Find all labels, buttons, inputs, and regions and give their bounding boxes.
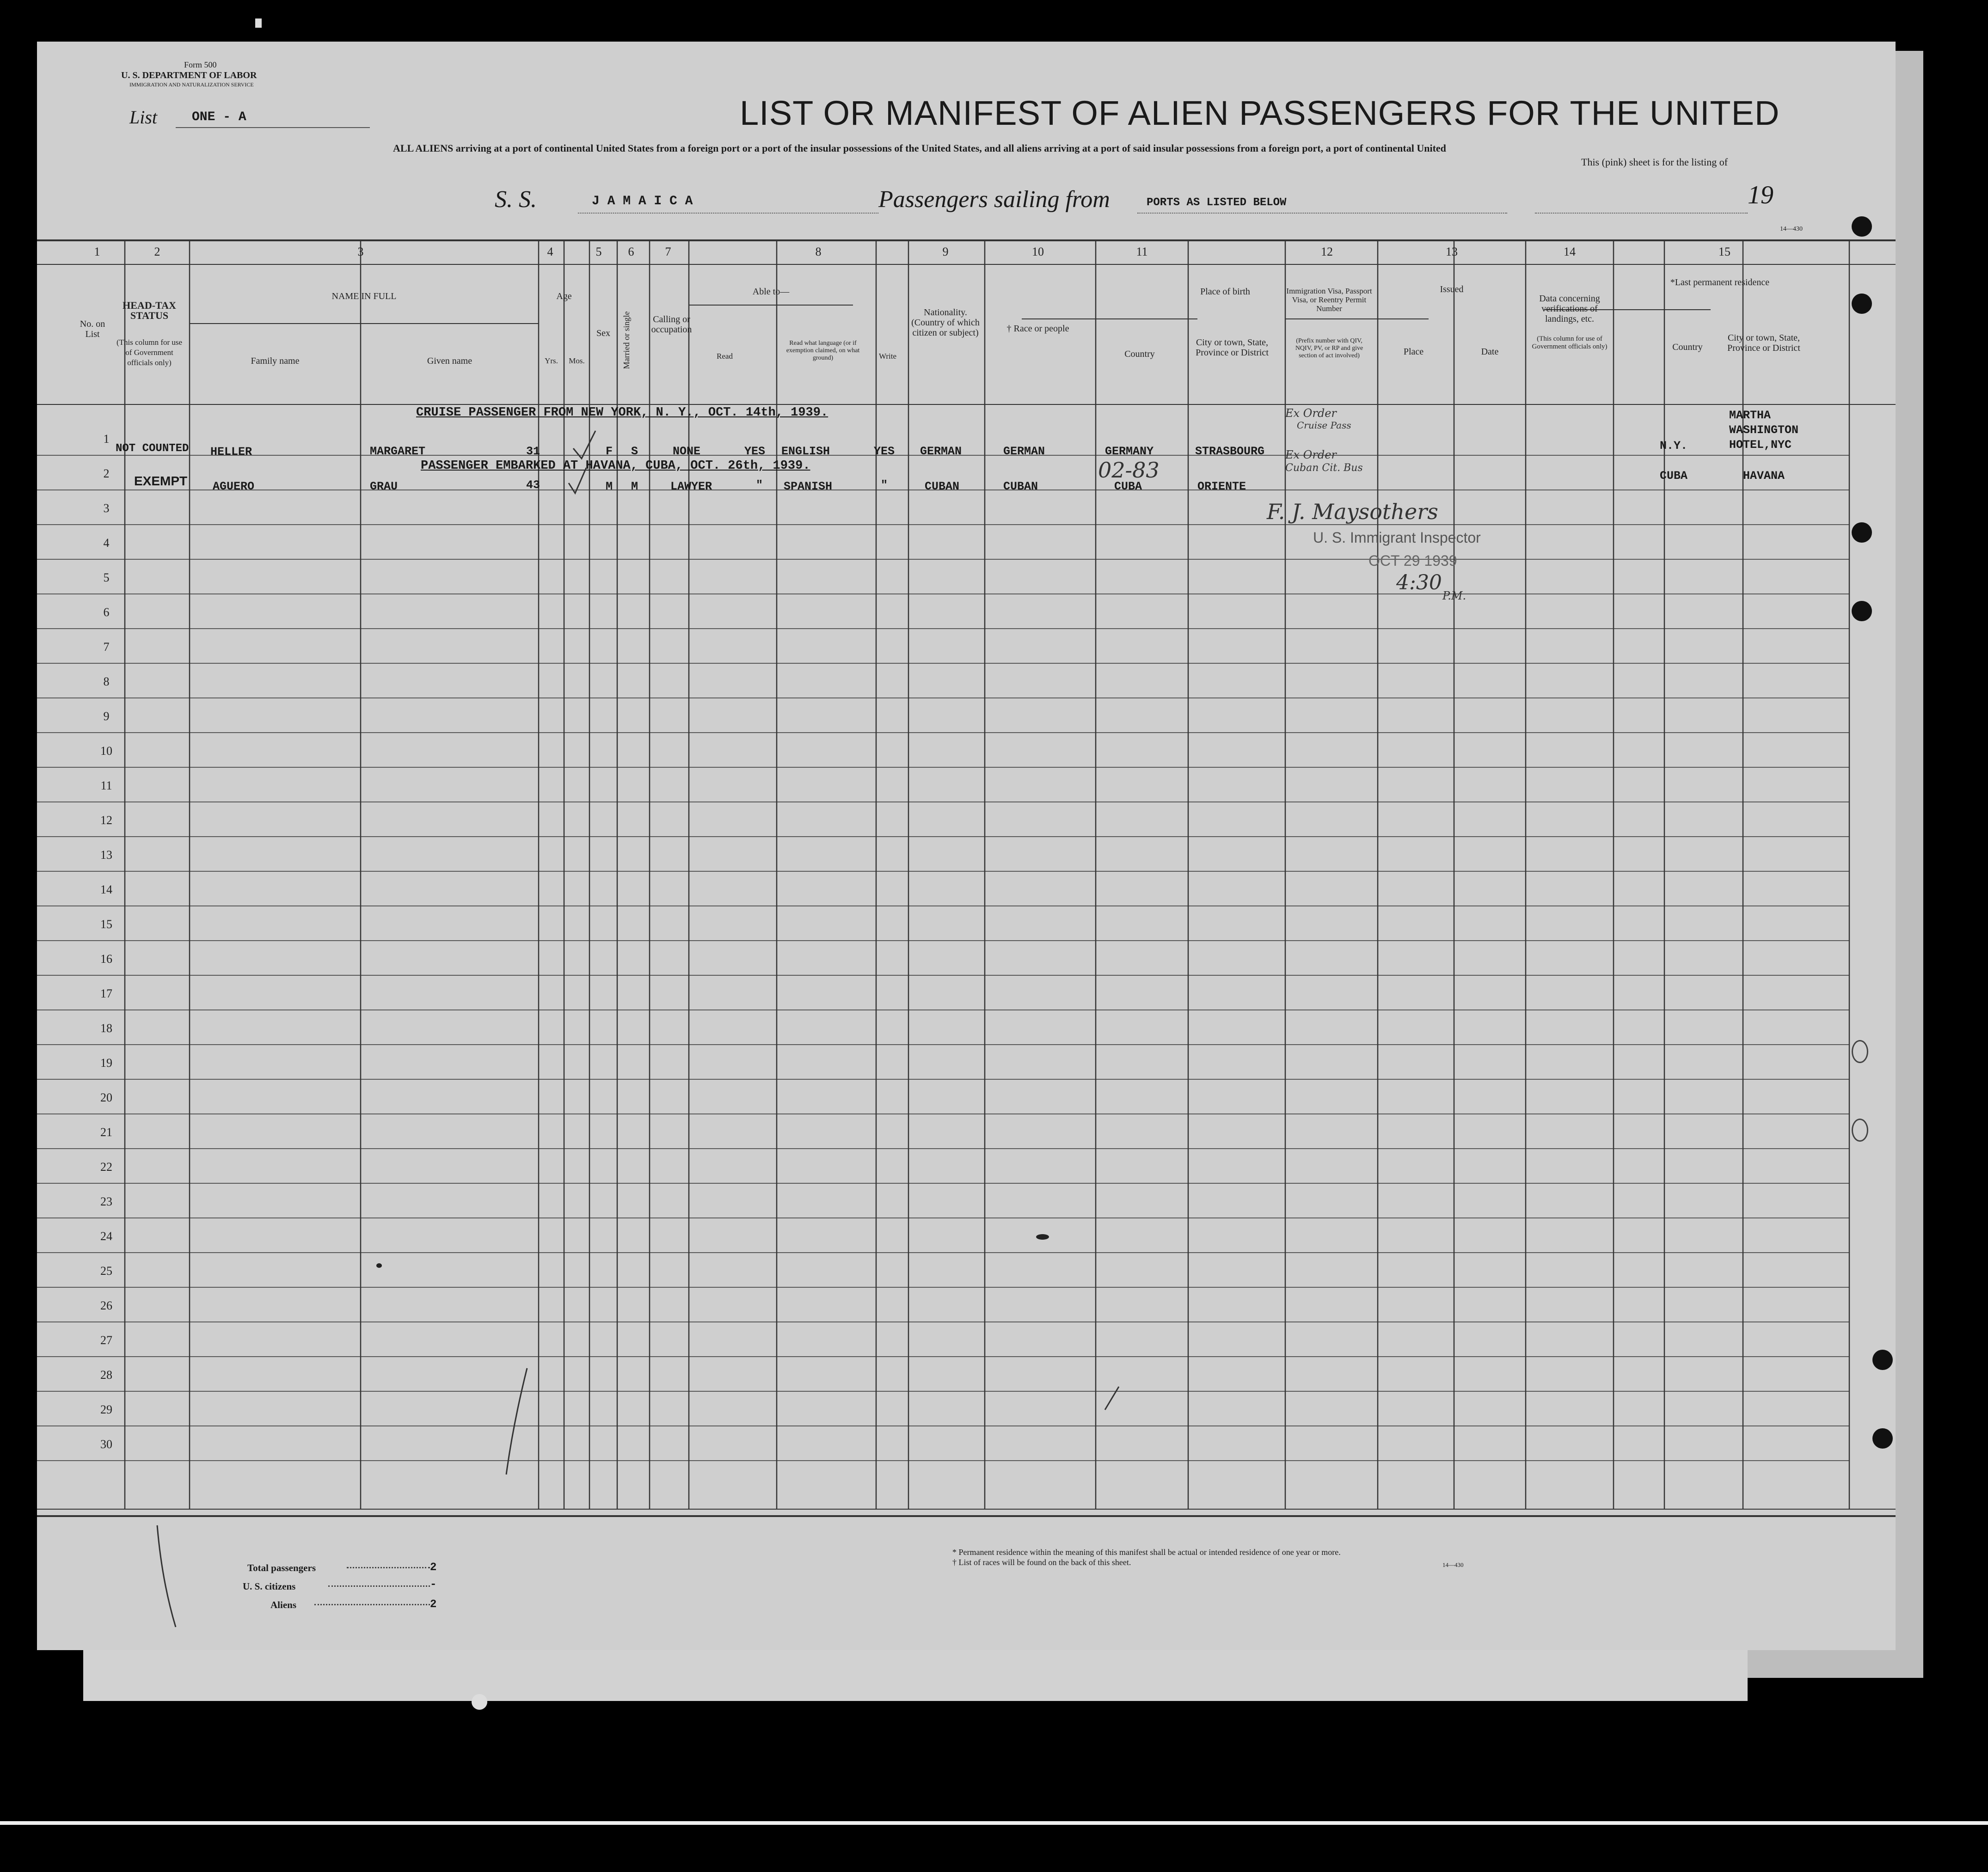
footnote-races: † List of races will be found on the back of this sheet. xyxy=(952,1558,1131,1567)
row1-married: S xyxy=(631,445,638,458)
row-number: 19 xyxy=(100,1056,112,1070)
hdr-res-city: City or town, State, Province or District xyxy=(1727,333,1800,353)
row1-race: GERMAN xyxy=(1003,445,1045,458)
column-number: 9 xyxy=(942,245,949,258)
column-number: 2 xyxy=(154,245,160,258)
row-number: 2 xyxy=(103,467,110,480)
row1-calling: NONE xyxy=(673,445,701,458)
annotation-order2: Ex Order xyxy=(1285,448,1337,461)
hdr-issued: Issued xyxy=(1440,284,1464,294)
hdr-date: Date xyxy=(1481,347,1499,357)
footnote-residence: * Permanent residence within the meaning of this manifest shall be actual or intended residence of one year or more. xyxy=(952,1548,1341,1557)
column-number: 14 xyxy=(1564,245,1576,258)
totals-total-value: 2 xyxy=(430,1561,437,1574)
row1-family: HELLER xyxy=(210,445,252,459)
binder-hole xyxy=(1852,601,1872,621)
ss-label: S. S. xyxy=(495,186,537,213)
form-code-top: 14—430 xyxy=(1780,226,1803,232)
row-number: 7 xyxy=(103,640,110,654)
hdr-last-residence: *Last permanent residence xyxy=(1670,277,1770,288)
bottom-rule xyxy=(0,1821,1988,1825)
hdr-visa-note: (Prefix number with QIV, NQIV, PV, or RP and give section of act involved) xyxy=(1295,337,1363,359)
hdr-read: Read xyxy=(717,352,733,361)
annotation-time: 4:30 xyxy=(1396,571,1442,594)
hdr-verif: Data concerning verifications of landings, etc. xyxy=(1539,294,1600,324)
hdr-given-name: Given name xyxy=(427,356,472,366)
totals-citizens-value: - xyxy=(430,1578,437,1591)
row1-nationality: GERMAN xyxy=(920,445,962,458)
binder-hole xyxy=(1872,1350,1893,1370)
row1-birth-city: STRASBOURG xyxy=(1195,445,1265,458)
form-number: Form 500 xyxy=(184,60,217,69)
row2-write: " xyxy=(881,478,888,492)
row-number: 9 xyxy=(103,710,110,723)
sailing-label: Passengers sailing from xyxy=(878,186,1110,213)
binder-ring xyxy=(1852,1040,1868,1063)
row-number: 14 xyxy=(100,883,112,896)
annotation-order1b: Cruise Pass xyxy=(1297,420,1351,431)
annotation-code: 02-83 xyxy=(1098,458,1160,483)
column-number: 3 xyxy=(357,245,364,258)
row-number: 11 xyxy=(100,779,112,792)
row1-language: ENGLISH xyxy=(781,445,830,458)
row1-yrs: 31 xyxy=(526,445,540,458)
hdr-place-of-birth: Place of birth xyxy=(1200,287,1250,297)
hdr-name-in-full: NAME IN FULL xyxy=(331,291,397,301)
binder-ring xyxy=(1852,1119,1868,1142)
annotation-order2b: Cuban Cit. Bus xyxy=(1285,462,1363,474)
totals-citizens-label: U. S. citizens xyxy=(243,1581,296,1592)
hdr-calling: Calling or occupation xyxy=(651,314,692,335)
hdr-married: Married or single xyxy=(622,311,631,369)
subtitle-line2: This (pink) sheet is for the listing of xyxy=(1581,156,1728,168)
column-number: 7 xyxy=(665,245,671,258)
binder-hole xyxy=(1852,294,1872,314)
page-title: LIST OR MANIFEST OF ALIEN PASSENGERS FOR THE UNITED xyxy=(740,94,1780,132)
hdr-verif-note: (This column for use of Government officials only) xyxy=(1532,335,1608,350)
binder-hole xyxy=(1852,216,1872,237)
row-number: 10 xyxy=(100,744,112,758)
row-number: 22 xyxy=(100,1160,112,1174)
row-number: 28 xyxy=(100,1368,112,1382)
row-number: 18 xyxy=(100,1022,112,1035)
row1-read: YES xyxy=(744,445,766,458)
list-label: List xyxy=(129,107,158,128)
hdr-sex: Sex xyxy=(596,328,610,338)
annotation-signature: F. J. Maysothers xyxy=(1267,499,1438,524)
manifest-sheet xyxy=(37,42,1896,1650)
row1-res-city: MARTHA WASHINGTON HOTEL,NYC xyxy=(1729,409,1799,452)
row1-head-tax: NOT COUNTED xyxy=(116,442,189,455)
hdr-age: Age xyxy=(556,291,572,301)
hdr-city: City or town, State, Province or District xyxy=(1196,337,1269,358)
totals-aliens-label: Aliens xyxy=(270,1599,297,1610)
binder-hole xyxy=(1852,522,1872,543)
totals-total-dots xyxy=(347,1567,430,1568)
row2-family: AGUERO xyxy=(213,480,255,493)
row-number: 15 xyxy=(100,918,112,931)
hdr-no-on-list: No. on List xyxy=(80,319,105,339)
column-number: 11 xyxy=(1136,245,1148,258)
totals-aliens-dots xyxy=(314,1604,430,1605)
ship-name: J A M A I C A xyxy=(592,194,693,208)
row1-res-country: N.Y. xyxy=(1660,439,1688,453)
service: IMMIGRATION AND NATURALIZATION SERVICE xyxy=(129,81,254,88)
department: U. S. DEPARTMENT OF LABOR xyxy=(121,70,257,80)
annotation-time-suffix: P.M. xyxy=(1442,589,1466,602)
row2-language: SPANISH xyxy=(784,480,833,493)
column-number: 10 xyxy=(1032,245,1044,258)
subtitle-line1: ALL ALIENS arriving at a port of continental United States from a foreign port or a port of the insular possessions of the United States, and all aliens arriving at a port of said insular possessions from a foreign port, a port of continental United xyxy=(393,142,1446,154)
row1-given: MARGARET xyxy=(370,445,426,458)
row2-married: M xyxy=(631,480,638,493)
column-number: 4 xyxy=(547,245,553,258)
row-number: 26 xyxy=(100,1299,112,1312)
row1-birth-country: GERMANY xyxy=(1105,445,1154,458)
row-number: 16 xyxy=(100,952,112,966)
list-value: ONE - A xyxy=(192,110,246,124)
row-number: 21 xyxy=(100,1126,112,1139)
hdr-race: † Race or people xyxy=(1006,324,1069,334)
row1-write: YES xyxy=(874,445,895,458)
hdr-able-to: Able to— xyxy=(752,287,790,297)
hdr-mos: Mos. xyxy=(569,356,585,365)
row-number: 1 xyxy=(103,432,110,446)
row-number: 27 xyxy=(100,1334,112,1347)
hdr-yrs: Yrs. xyxy=(545,356,558,365)
row-number: 29 xyxy=(100,1403,112,1416)
row2-calling: LAWYER xyxy=(670,480,712,493)
column-number: 8 xyxy=(815,245,822,258)
hdr-country: Country xyxy=(1124,349,1155,359)
totals-citizens-dots xyxy=(328,1585,430,1587)
section-note-cruise: CRUISE PASSENGER FROM NEW YORK, N. Y., OCT. 14th, 1939. xyxy=(416,406,828,420)
hdr-res-country: Country xyxy=(1672,342,1703,352)
hdr-head-tax: HEAD-TAX STATUS xyxy=(123,300,176,321)
hdr-head-tax-note: (This column for use of Government officials only) xyxy=(116,338,183,367)
row2-given: GRAU xyxy=(370,480,398,493)
hdr-family-name: Family name xyxy=(251,356,300,366)
row2-head-tax: EXEMPT xyxy=(134,474,188,488)
row2-birth-city: ORIENTE xyxy=(1197,480,1246,493)
totals-aliens-value: 2 xyxy=(430,1598,437,1611)
row-number: 8 xyxy=(103,675,110,688)
column-number: 6 xyxy=(628,245,634,258)
row1-sex: F xyxy=(606,445,613,458)
row2-read: " xyxy=(756,478,763,492)
totals-total-label: Total passengers xyxy=(247,1562,316,1573)
row-number: 6 xyxy=(103,606,110,619)
hdr-place: Place xyxy=(1403,347,1424,357)
hdr-visa: Immigration Visa, Passport Visa, or Reentry Permit Number xyxy=(1286,287,1372,313)
annotation-order1: Ex Order xyxy=(1285,407,1337,420)
row-number: 13 xyxy=(100,848,112,862)
row-number: 20 xyxy=(100,1091,112,1104)
pen-marks xyxy=(37,42,1896,1650)
row-number: 3 xyxy=(103,502,110,515)
column-number: 5 xyxy=(595,245,602,258)
row-number: 17 xyxy=(100,987,112,1000)
hdr-nationality: Nationality. (Country of which citizen or subject) xyxy=(911,307,980,338)
row2-race: CUBAN xyxy=(1003,480,1038,493)
column-number: 12 xyxy=(1321,245,1333,258)
section-note-embarked: PASSENGER EMBARKED AT HAVANA, CUBA, OCT. 26th, 1939. xyxy=(421,459,810,473)
stamp-title: U. S. Immigrant Inspector xyxy=(1313,529,1481,546)
row2-nationality: CUBAN xyxy=(925,480,960,493)
row2-birth-country: CUBA xyxy=(1114,480,1142,493)
binder-hole xyxy=(1872,1428,1893,1449)
row2-sex: M xyxy=(606,480,613,493)
hdr-write: Write xyxy=(878,352,897,361)
column-number: 1 xyxy=(94,245,100,258)
row2-res-city: HAVANA xyxy=(1743,469,1785,483)
scanner-mark xyxy=(255,18,262,28)
row-number: 25 xyxy=(100,1264,112,1278)
sailing-value: PORTS AS LISTED BELOW xyxy=(1147,196,1287,209)
footnote-code: 14—430 xyxy=(1442,1561,1464,1568)
row-number: 4 xyxy=(103,536,110,550)
scanner-dot xyxy=(472,1694,487,1710)
year-prefix: 19 xyxy=(1748,181,1773,209)
row-number: 24 xyxy=(100,1230,112,1243)
row2-yrs: 43 xyxy=(526,478,540,492)
hdr-read-what: Read what language (or if exemption claimed, on what ground) xyxy=(786,340,860,361)
row2-res-country: CUBA xyxy=(1660,469,1688,483)
column-number: 13 xyxy=(1446,245,1458,258)
row-number: 12 xyxy=(100,814,112,827)
row-number: 5 xyxy=(103,571,110,584)
stamp-date: OCT 29 1939 xyxy=(1368,552,1457,569)
row-number: 23 xyxy=(100,1195,112,1208)
column-number: 15 xyxy=(1718,245,1730,258)
row-number: 30 xyxy=(100,1438,112,1451)
